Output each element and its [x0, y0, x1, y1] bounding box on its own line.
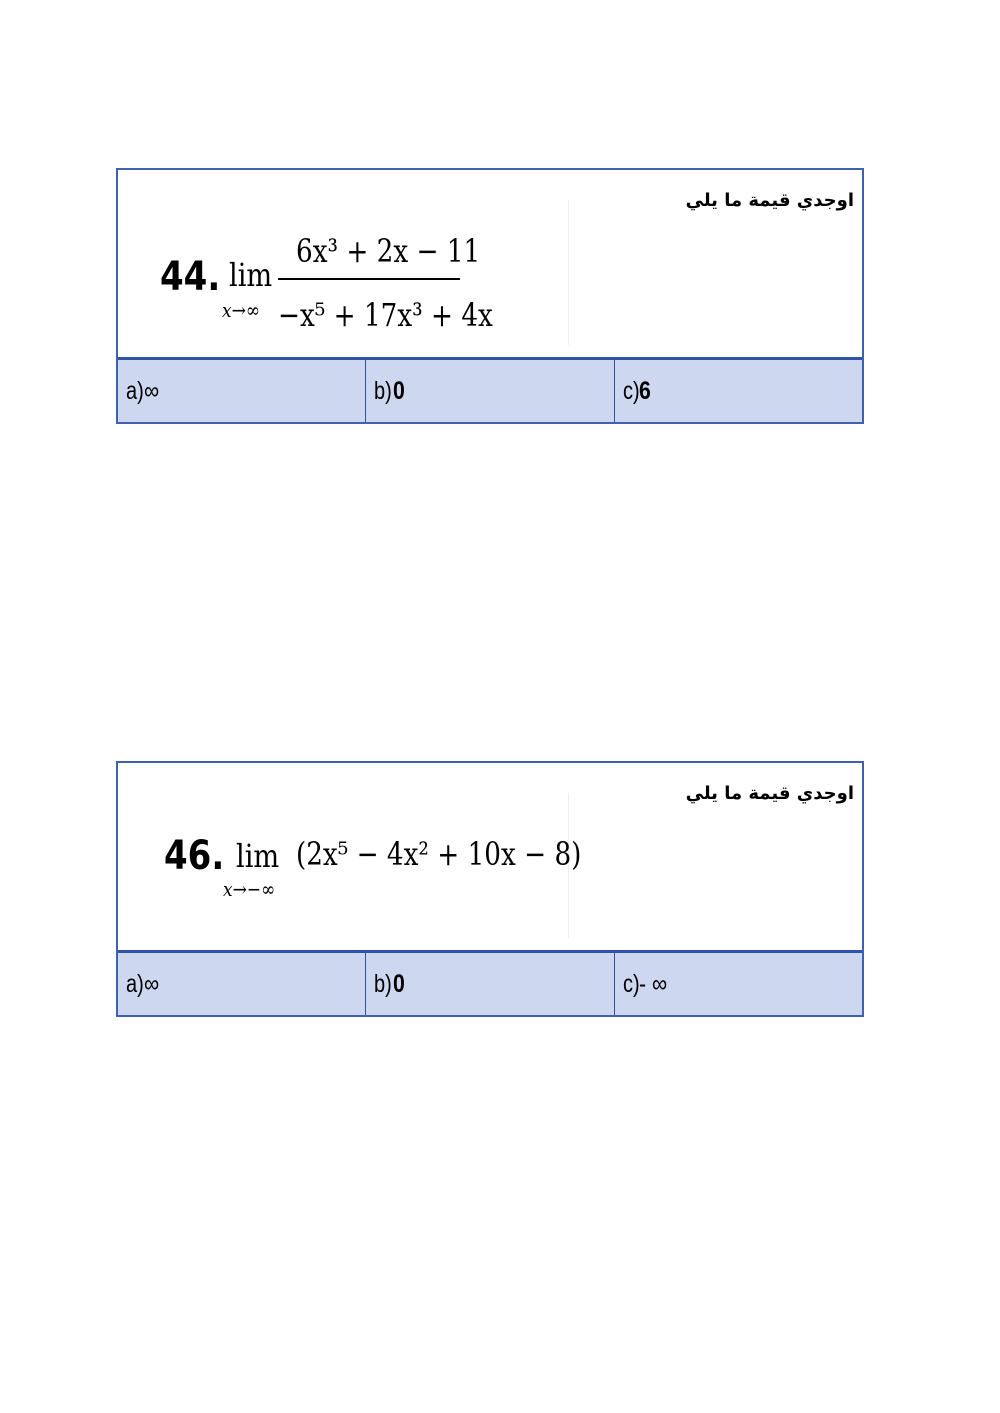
- question-number: 44.: [160, 254, 221, 300]
- question-card-44: [116, 168, 864, 424]
- fraction-bar: [278, 278, 460, 280]
- option-value: ∞: [144, 969, 160, 998]
- option-c[interactable]: [615, 360, 862, 422]
- option-value: 6: [639, 376, 652, 405]
- option-c[interactable]: [615, 953, 862, 1015]
- instruction-text: اوجدي قيمة ما يلي: [685, 190, 854, 211]
- limit-operator: lim: [236, 837, 280, 875]
- option-letter: c): [622, 376, 640, 405]
- question-area: [118, 763, 862, 957]
- answer-options: [118, 357, 862, 422]
- question-card-46: [116, 761, 864, 1017]
- option-letter: a): [126, 969, 144, 998]
- option-a[interactable]: [118, 360, 366, 422]
- option-letter: a): [126, 376, 144, 405]
- question-number: 46.: [164, 833, 225, 879]
- option-b[interactable]: [366, 360, 614, 422]
- option-value: 0: [392, 969, 405, 998]
- question-area: [118, 170, 862, 364]
- limit-subscript: x→−∞: [223, 877, 276, 901]
- option-value: - ∞: [639, 969, 668, 998]
- divider: [568, 200, 569, 345]
- fraction-denominator: −x⁵ + 17x³ + 4x: [278, 296, 493, 334]
- option-b[interactable]: [366, 953, 614, 1015]
- limit-subscript: x→∞: [222, 298, 260, 322]
- fraction-numerator: 6x³ + 2x − 11: [296, 232, 481, 270]
- option-letter: c): [622, 969, 640, 998]
- answer-options: [118, 950, 862, 1015]
- limit-operator: lim: [229, 256, 273, 294]
- option-value: ∞: [144, 376, 160, 405]
- limit-expression: (2x⁵ − 4x² + 10x − 8): [296, 835, 582, 873]
- option-a[interactable]: [118, 953, 366, 1015]
- option-letter: b): [374, 969, 393, 998]
- option-letter: b): [374, 376, 393, 405]
- option-value: 0: [392, 376, 405, 405]
- instruction-text: اوجدي قيمة ما يلي: [685, 783, 854, 804]
